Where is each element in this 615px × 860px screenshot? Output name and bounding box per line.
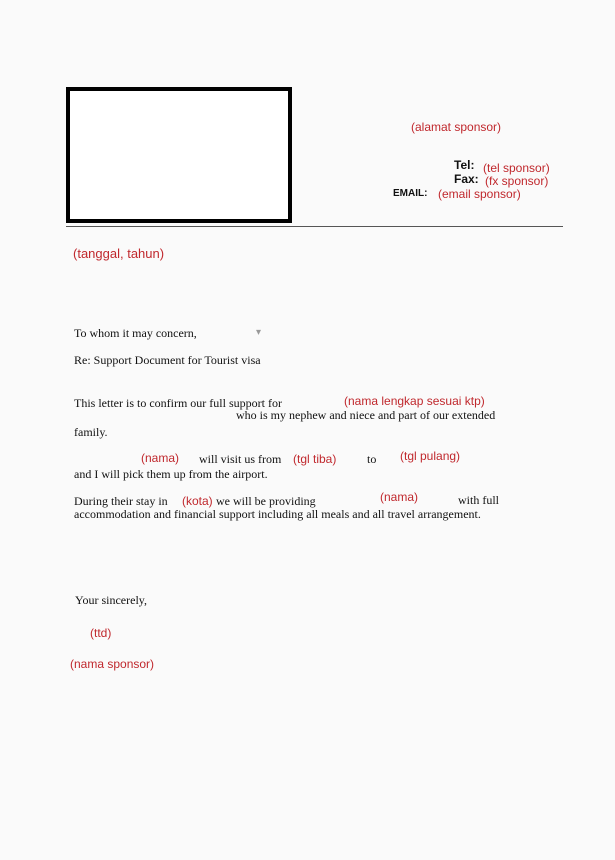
paragraph3-text-3: with full bbox=[458, 493, 499, 507]
header-divider bbox=[66, 226, 563, 227]
placeholder-city: (kota) bbox=[182, 494, 213, 508]
subject-line: Re: Support Document for Tourist visa bbox=[74, 353, 261, 367]
paragraph2-to: to bbox=[367, 452, 377, 466]
tel-label: Tel: bbox=[454, 158, 475, 172]
tel-value: (tel sponsor) bbox=[483, 161, 550, 175]
paragraph2-text-2: and I will pick them up from the airport. bbox=[74, 467, 268, 481]
letter-date: (tanggal, tahun) bbox=[73, 246, 165, 261]
placeholder-arrival-date: (tgl tiba) bbox=[293, 452, 337, 466]
placeholder-name-2: (nama) bbox=[380, 490, 419, 504]
paragraph3-text: During their stay in bbox=[74, 494, 168, 508]
email-label: EMAIL: bbox=[393, 188, 428, 199]
paragraph3-text-4: accommodation and financial support including all meals and all travel arrangement. bbox=[74, 507, 481, 521]
logo-placeholder-box bbox=[66, 87, 292, 223]
paragraph1-text: This letter is to confirm our full support for bbox=[74, 396, 282, 410]
fax-label: Fax: bbox=[454, 172, 479, 186]
scan-mark: ▾ bbox=[256, 327, 262, 338]
paragraph2-text: will visit us from bbox=[199, 452, 282, 466]
closing-text: Your sincerely, bbox=[75, 593, 147, 607]
sponsor-name-placeholder: (nama sponsor) bbox=[70, 657, 155, 671]
placeholder-name: (nama) bbox=[141, 451, 180, 465]
placeholder-full-name: (nama lengkap sesuai ktp) bbox=[344, 394, 485, 408]
fax-value: (fx sponsor) bbox=[485, 174, 549, 188]
paragraph1-text-2: who is my nephew and niece and part of our extended bbox=[236, 408, 496, 422]
paragraph3-text-2: we will be providing bbox=[216, 494, 316, 508]
email-value: (email sponsor) bbox=[438, 187, 521, 201]
salutation: To whom it may concern, bbox=[74, 326, 197, 340]
signature-placeholder: (ttd) bbox=[90, 626, 112, 640]
placeholder-return-date: (tgl pulang) bbox=[400, 449, 461, 463]
sponsor-address: (alamat sponsor) bbox=[411, 120, 502, 134]
paragraph1-text-3: family. bbox=[74, 425, 108, 439]
